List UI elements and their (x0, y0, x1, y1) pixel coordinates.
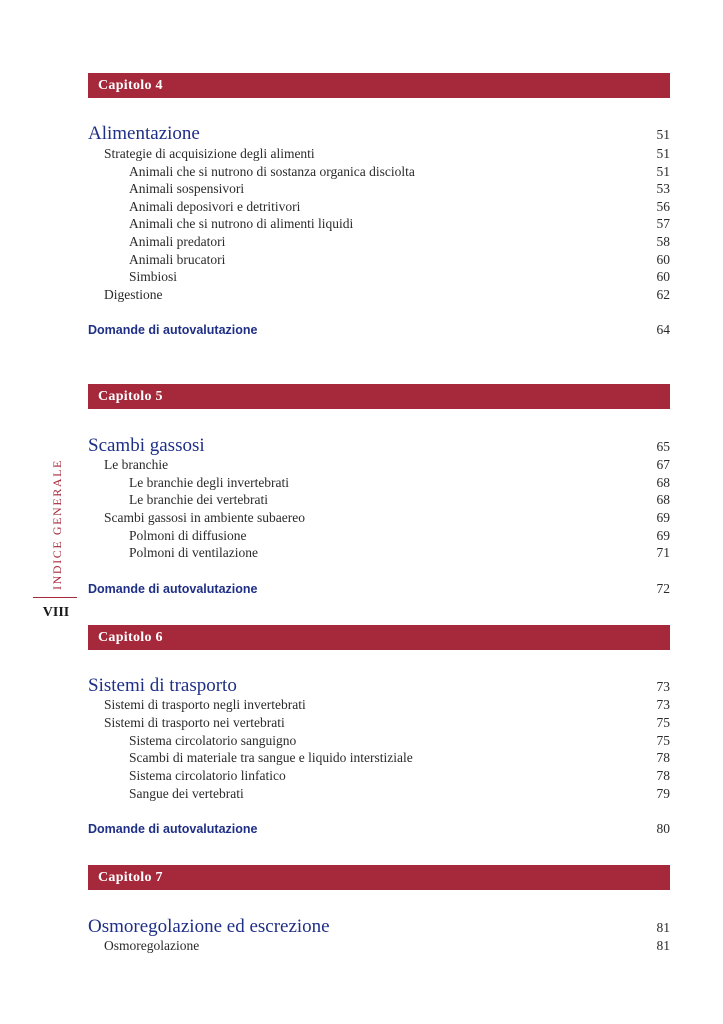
chapter-title[interactable] (88, 915, 670, 939)
entry-text: Animali che si nutrono di alimenti liquidi (129, 216, 354, 231)
entry-text: Sistemi di trasporto nei vertebrati (104, 715, 285, 730)
entry-text: Simbiosi (129, 269, 178, 284)
entry-text: Osmoregolazione (104, 938, 200, 953)
entry-text: Domande di autovalutazione (88, 582, 258, 596)
entry-text: Strategie di acquisizione degli alimenti (104, 146, 315, 161)
page-ref: 62 (656, 287, 670, 302)
toc-entry[interactable] (129, 732, 670, 750)
chapter-header: Capitolo 4 (88, 73, 670, 98)
chapter-title-text: Osmoregolazione ed escrezione (88, 916, 330, 937)
entry-text: Animali predatori (129, 234, 226, 249)
page-ref: 65 (656, 439, 670, 454)
toc-entry[interactable] (129, 491, 670, 509)
page-ref: 58 (656, 234, 670, 249)
toc-entry[interactable] (129, 749, 670, 767)
page-ref: 72 (656, 581, 670, 596)
page-ref: 56 (656, 199, 670, 214)
toc-entry[interactable] (129, 180, 670, 198)
page-ref: 60 (656, 269, 670, 284)
chapter-header: Capitolo 7 (88, 865, 670, 890)
entry-text: Scambi gassosi in ambiente subaereo (104, 510, 305, 525)
chapter-header: Capitolo 5 (88, 384, 670, 409)
entry-text: Domande di autovalutazione (88, 323, 258, 337)
entry-text: Sistema circolatorio linfatico (129, 768, 286, 783)
page-ref: 78 (656, 750, 670, 765)
page-ref: 67 (656, 457, 670, 472)
toc-entry[interactable] (129, 251, 670, 269)
toc-entry[interactable] (104, 145, 670, 163)
toc-entry[interactable] (129, 785, 670, 803)
entry-text: Animali che si nutrono di sostanza organica disciolta (129, 164, 415, 179)
toc-entry[interactable] (104, 696, 670, 714)
chapter-title[interactable] (88, 122, 670, 146)
toc-entry[interactable] (104, 456, 670, 474)
self-assessment-entry[interactable] (88, 321, 670, 339)
page-ref: 57 (656, 216, 670, 231)
entry-text: Sistemi di trasporto negli invertebrati (104, 697, 306, 712)
page-ref: 60 (656, 252, 670, 267)
chapter-title[interactable] (88, 674, 670, 698)
entry-text: Polmoni di diffusione (129, 528, 247, 543)
entry-text: Animali sospensivori (129, 181, 245, 196)
toc-entry[interactable] (104, 509, 670, 527)
entry-text: Le branchie degli invertebrati (129, 475, 290, 490)
entry-text: Domande di autovalutazione (88, 822, 258, 836)
page-ref: 81 (656, 938, 670, 953)
toc-entry[interactable] (129, 163, 670, 181)
page-ref: 71 (656, 545, 670, 560)
page-ref: 73 (656, 679, 670, 694)
page-ref: 64 (656, 322, 670, 337)
side-divider (33, 597, 77, 598)
section-label: INDICE GENERALE (50, 459, 64, 590)
toc-entry[interactable] (104, 714, 670, 732)
entry-text: Le branchie dei vertebrati (129, 492, 269, 507)
page-number: VIII (42, 605, 70, 620)
self-assessment-entry[interactable] (88, 820, 670, 838)
page-ref: 73 (656, 697, 670, 712)
toc-entry[interactable] (129, 198, 670, 216)
chapter-title-text: Scambi gassosi (88, 435, 205, 456)
self-assessment-entry[interactable] (88, 580, 670, 598)
page-ref: 69 (656, 510, 670, 525)
toc-entry[interactable] (104, 286, 670, 304)
toc-entry[interactable] (129, 215, 670, 233)
chapter-header: Capitolo 6 (88, 625, 670, 650)
page-ref: 69 (656, 528, 670, 543)
page-ref: 75 (656, 733, 670, 748)
toc-entry[interactable] (129, 233, 670, 251)
entry-text: Le branchie (104, 457, 169, 472)
page-ref: 68 (656, 475, 670, 490)
entry-text: Scambi di materiale tra sangue e liquido interstiziale (129, 750, 413, 765)
toc-entry[interactable] (129, 767, 670, 785)
page-ref: 78 (656, 768, 670, 783)
entry-text: Sistema circolatorio sanguigno (129, 733, 297, 748)
toc-entry[interactable] (129, 474, 670, 492)
chapter-title-text: Alimentazione (88, 123, 200, 144)
entry-text: Sangue dei vertebrati (129, 786, 244, 801)
chapter-title[interactable] (88, 434, 670, 458)
page-ref: 75 (656, 715, 670, 730)
toc-entry[interactable] (129, 544, 670, 562)
page-ref: 81 (656, 920, 670, 935)
page-ref: 80 (656, 821, 670, 836)
entry-text: Digestione (104, 287, 163, 302)
chapter-title-text: Sistemi di trasporto (88, 675, 237, 696)
page-ref: 51 (656, 146, 670, 161)
entry-text: Polmoni di ventilazione (129, 545, 258, 560)
toc-entry[interactable] (104, 937, 670, 955)
toc-entry[interactable] (129, 527, 670, 545)
page-ref: 51 (656, 164, 670, 179)
toc-entry[interactable] (129, 268, 670, 286)
page-ref: 68 (656, 492, 670, 507)
entry-text: Animali brucatori (129, 252, 226, 267)
entry-text: Animali deposivori e detritivori (129, 199, 301, 214)
page-ref: 51 (656, 127, 670, 142)
page-ref: 79 (656, 786, 670, 801)
page-ref: 53 (656, 181, 670, 196)
